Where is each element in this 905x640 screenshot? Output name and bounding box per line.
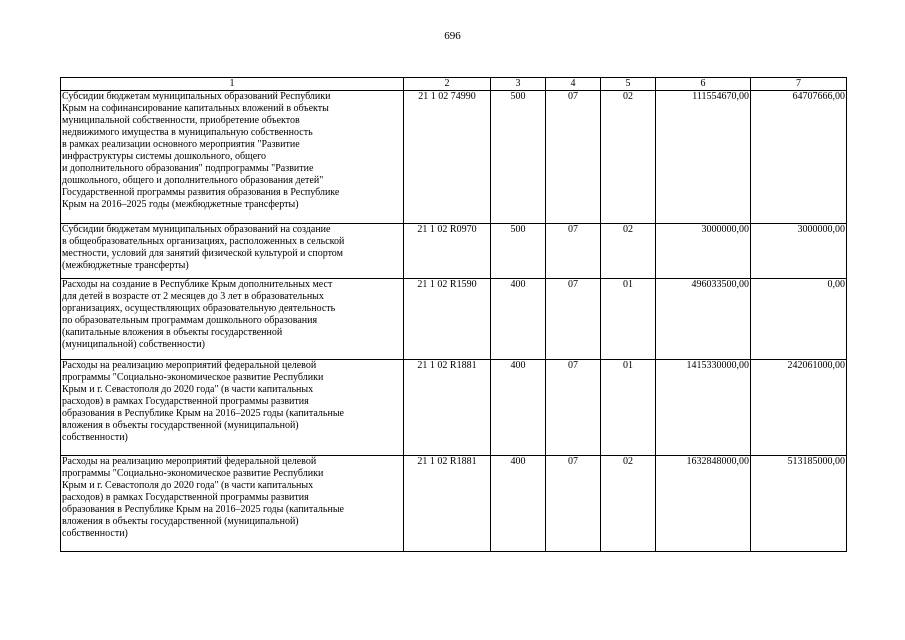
row-amount-7: 513185000,00 — [751, 456, 847, 552]
row-expense-type: 500 — [491, 91, 546, 224]
row-target-code: 21 1 02 R1881 — [404, 456, 491, 552]
header-cell-3: 3 — [491, 78, 546, 91]
row-description: Расходы на реализацию мероприятий федеральной целевой программы "Социально-экономическое развитие Республики Крым и г. Севастополя до 2020 года" (в части капитальных расходов) в рамках Государственной программы развития образования в Республике Крым на 2016–2025 годы (капитальные вложения в объекты государственной (муниципальной) собственности) — [61, 360, 404, 456]
row-description: Расходы на реализацию мероприятий федеральной целевой программы "Социально-экономическое развитие Республики Крым и г. Севастополя до 2020 года" (в части капитальных расходов) в рамках Государственной программы развития образования в Республике Крым на 2016–2025 годы (капитальные вложения в объекты государственной (муниципальной) собственности) — [61, 456, 404, 552]
row-amount-6: 3000000,00 — [656, 224, 751, 279]
row-amount-6: 1415330000,00 — [656, 360, 751, 456]
row-amount-7: 64707666,00 — [751, 91, 847, 224]
row-amount-7: 3000000,00 — [751, 224, 847, 279]
row-target-code: 21 1 02 74990 — [404, 91, 491, 224]
row-section: 07 — [546, 456, 601, 552]
row-expense-type: 400 — [491, 456, 546, 552]
row-expense-type: 400 — [491, 279, 546, 360]
table-row — [61, 279, 847, 360]
row-expense-type: 400 — [491, 360, 546, 456]
row-section: 07 — [546, 279, 601, 360]
row-amount-6: 1632848000,00 — [656, 456, 751, 552]
header-cell-7: 7 — [751, 78, 847, 91]
row-subsection: 02 — [601, 456, 656, 552]
header-cell-4: 4 — [546, 78, 601, 91]
row-amount-6: 496033500,00 — [656, 279, 751, 360]
table-row — [61, 224, 847, 279]
row-amount-7: 0,00 — [751, 279, 847, 360]
row-subsection: 02 — [601, 91, 656, 224]
row-subsection: 02 — [601, 224, 656, 279]
table-row — [61, 456, 847, 552]
header-cell-1: 1 — [61, 78, 404, 91]
row-target-code: 21 1 02 R0970 — [404, 224, 491, 279]
budget-table — [60, 77, 847, 552]
row-section: 07 — [546, 360, 601, 456]
row-description: Субсидии бюджетам муниципальных образований Республики Крым на софинансирование капитальных вложений в объекты муниципальной собственности, приобретение объектов недвижимого имущества в муниципальную собственность в рамках реализации основного мероприятия "Развитие инфраструктуры системы дошкольного, общего и дополнительного образования" подпрограммы "Развитие дошкольного, общего и дополнительного образования детей" Государственной программы развития образования в Республике Крым на 2016–2025 годы (межбюджетные трансферты) — [61, 91, 404, 224]
row-section: 07 — [546, 91, 601, 224]
row-description: Расходы на создание в Республике Крым дополнительных мест для детей в возрасте от 2 месяцев до 3 лет в образовательных организациях, осуществляющих образовательную деятельность по образовательным программам дошкольного образования (капитальные вложения в объекты государственной (муниципальной) собственности) — [61, 279, 404, 360]
table-row — [61, 360, 847, 456]
header-cell-6: 6 — [656, 78, 751, 91]
table-row — [61, 91, 847, 224]
row-target-code: 21 1 02 R1881 — [404, 360, 491, 456]
row-expense-type: 500 — [491, 224, 546, 279]
row-description: Субсидии бюджетам муниципальных образований на создание в общеобразовательных организациях, расположенных в сельской местности, условий для занятий физической культурой и спортом (межбюджетные трансферты) — [61, 224, 404, 279]
page-number: 696 — [444, 30, 461, 42]
header-cell-5: 5 — [601, 78, 656, 91]
row-section: 07 — [546, 224, 601, 279]
row-amount-6: 111554670,00 — [656, 91, 751, 224]
row-subsection: 01 — [601, 360, 656, 456]
row-subsection: 01 — [601, 279, 656, 360]
header-cell-2: 2 — [404, 78, 491, 91]
table-header-row — [61, 78, 847, 91]
row-amount-7: 242061000,00 — [751, 360, 847, 456]
row-target-code: 21 1 02 R1590 — [404, 279, 491, 360]
